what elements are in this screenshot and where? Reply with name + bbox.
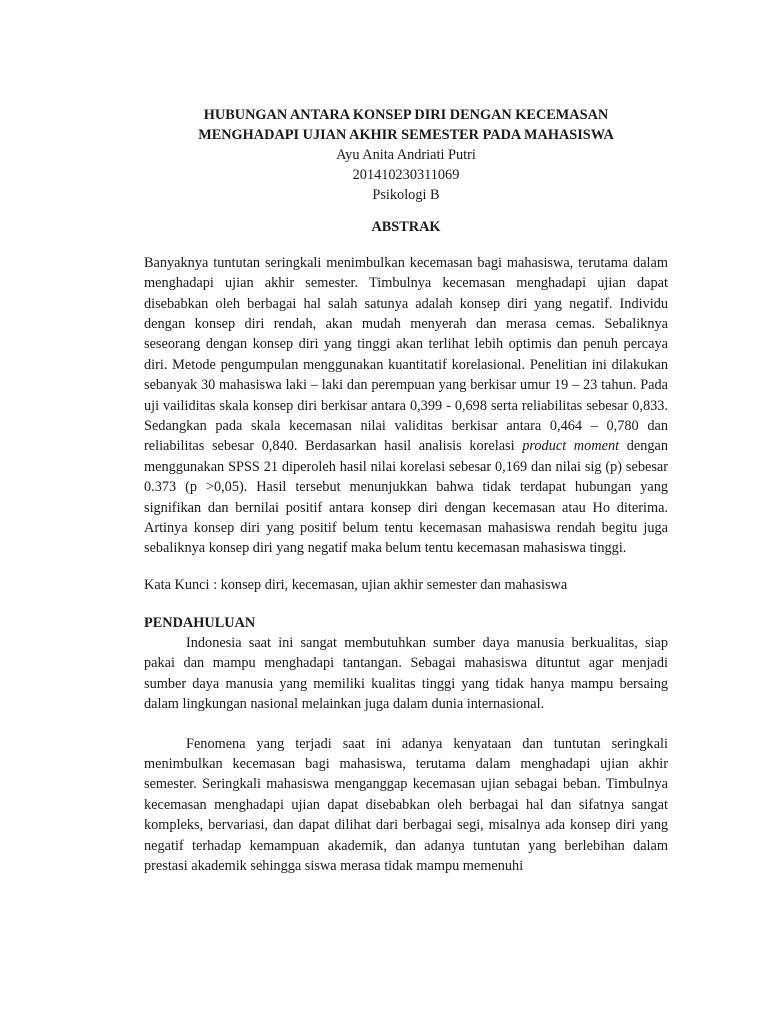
keywords: Kata Kunci : konsep diri, kecemasan, ujian akhir semester dan mahasiswa [144,576,568,593]
abstract-text-part-2: dengan menggunakan SPSS 21 diperoleh hasil nilai korelasi sebesar 0,169 dan nilai sig (p) sebesar 0.373 (p >0,05). Hasil tersebut menunjukkan bahwa tidak terdapat hubungan yang signifikan dan bernilai positif antara konsep diri dengan kecemasan atau Ho diterima. Artinya konsep diri yang positif belum tentu kecemasan mahasiswa rendah begitu juga sebaliknya konsep diri yang negatif maka belum tentu kecemasan mahasiswa tinggi. [144,438,668,557]
abstract-text-part-1: Banyaknya tuntutan seringkali menimbulkan kecemasan bagi mahasiswa, terutama dalam menghadapi ujian akhir semester. Timbulnya kecemasan menghadapi ujian dapat disebabkan oleh berbagai hal salah satunya adalah konsep diri yang negatif. Individu dengan konsep diri rendah, akan mudah menyerah dan merasa cemas. Sebaliknya seseorang dengan konsep diri yang tinggi akan terlihat lebih optimis dan penuh percaya diri. Metode pengumpulan menggunakan kuantitatif korelasional. Penelitian ini dilakukan sebanyak 30 mahasiswa laki – laki dan perempuan yang berkisar umur 19 – 23 tahun. Pada uji vailiditas skala konsep diri berkisar antara 0,399 - 0,698 serta reliabilitas sebesar 0,833. Sedangkan pada skala kecemasan nilai validitas berkisar antara 0,464 – 0,780 dan reliabilitas sebesar 0,840. Berdasarkan hasil analisis korelasi [144,254,668,455]
student-id: 201410230311069 [352,167,460,184]
author-name: Ayu Anita Andriati Putri [336,147,476,164]
abstract-italic-term: product moment [522,438,620,455]
paper-content [144,106,668,876]
abstract-heading: ABSTRAK [371,219,441,236]
title-line-1: HUBUNGAN ANTARA KONSEP DIRI DENGAN KECEMASAN [203,107,609,123]
author-class: Psikologi B [372,187,440,204]
introduction-paragraph-2: Fenomena yang terjadi saat ini adanya kenyataan dan tuntutan seringkali menimbulkan kecemasan bagi mahasiswa, terutama dalam menghadapi ujian akhir semester. Seringkali mahasiswa menganggap kecemasan ujian sebagai beban. Timbulnya kecemasan menghadapi ujian dapat disebabkan oleh berbagai hal dan sifatnya sangat kompleks, bervariasi, dan dapat dilihat dari berbagai segi, misalnya ada konsep diri yang negatif terhadap kemampuan akademik, dan adanya tuntutan yang berlebihan dalam prestasi akademik sehingga siswa merasa tidak mampu memenuhi [144,735,668,874]
introduction-heading: PENDAHULUAN [144,614,256,631]
introduction-paragraph-1: Indonesia saat ini sangat membutuhkan sumber daya manusia berkualitas, siap pakai dan mampu menghadapi tantangan. Sebagai mahasiswa dituntut agar menjadi sumber daya manusia yang memiliki kualitas tinggi yang tidak hanya mampu bersaing dalam lingkungan nasional melainkan juga dalam dunia internasional. [144,634,668,713]
abstract-body [144,253,668,559]
title-line-2: MENGHADAPI UJIAN AKHIR SEMESTER PADA MAHASISWA [198,126,614,143]
